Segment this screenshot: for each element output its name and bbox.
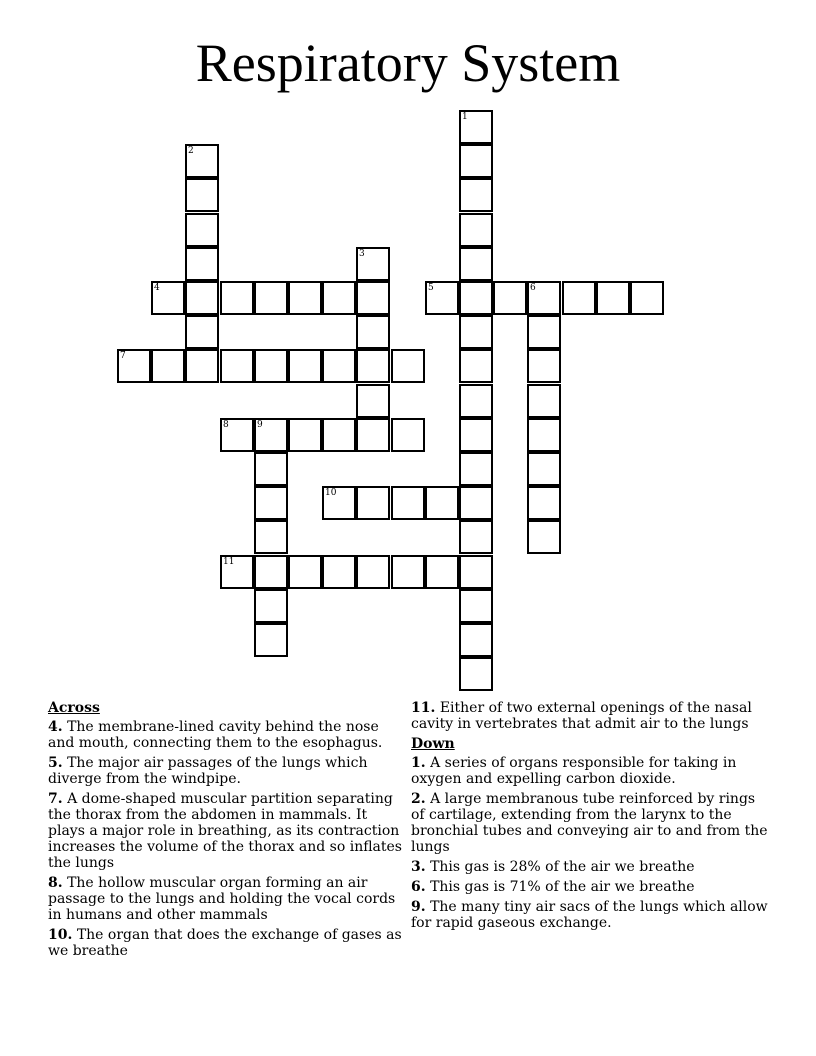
grid-cell[interactable] [151,349,185,383]
grid-cell[interactable] [356,555,390,589]
clue-number: 3. [411,859,426,875]
clue-number: 2. [411,791,426,807]
clue-number: 8. [48,875,63,891]
clue-number: 10. [48,927,73,943]
across-heading: Across [48,700,100,716]
grid-cell[interactable] [527,520,561,554]
grid-cell[interactable] [459,178,493,212]
page-title: Respiratory System [195,33,621,93]
clue-across-7 [48,791,408,871]
grid-cell[interactable] [254,520,288,554]
grid-cell[interactable] [391,349,425,383]
clue-down-6 [411,879,771,895]
grid-cell[interactable] [459,520,493,554]
clue-text: A large membranous tube reinforced by rings of cartilage, extending from the larynx to the bronchial tubes and conveying air to and from the lungs [411,791,768,855]
clue-text: Either of two external openings of the nasal cavity in vertebrates that admit air to the lungs [411,700,752,732]
grid-cell[interactable] [151,281,185,315]
clue-text: A series of organs responsible for taking in oxygen and expelling carbon dioxide. [411,755,737,787]
grid-cell[interactable] [562,281,596,315]
grid-cell[interactable] [459,452,493,486]
grid-cell[interactable] [459,315,493,349]
clues-column-left [48,700,408,963]
grid-cell[interactable] [322,349,356,383]
cell-number: 2 [188,146,194,156]
grid-cell[interactable] [356,315,390,349]
grid-cell[interactable] [630,281,664,315]
grid-cell[interactable] [356,486,390,520]
cell-number: 6 [530,283,536,293]
cell-number: 7 [120,351,126,361]
clue-text: This gas is 28% of the air we breathe [430,859,695,875]
clue-text: The hollow muscular organ forming an air passage to the lungs and holding the vocal cords in humans and other mammals [48,875,396,923]
cell-number: 4 [154,283,160,293]
grid-cell[interactable] [322,486,356,520]
grid-cell[interactable] [527,486,561,520]
grid-cell[interactable] [459,623,493,657]
clue-across-11 [411,700,771,732]
grid-cell[interactable] [185,315,219,349]
grid-cell[interactable] [493,281,527,315]
grid-cell[interactable] [459,384,493,418]
grid-cell[interactable] [288,349,322,383]
clue-text: The major air passages of the lungs which diverge from the windpipe. [48,755,368,787]
grid-cell[interactable] [254,555,288,589]
clue-down-2 [411,791,771,855]
grid-cell[interactable] [527,452,561,486]
grid-cell[interactable] [117,349,151,383]
grid-cell[interactable] [527,349,561,383]
grid-cell[interactable] [459,110,493,144]
cell-number: 11 [223,557,235,567]
grid-cell[interactable] [459,281,493,315]
grid-cell[interactable] [220,281,254,315]
grid-cell[interactable] [254,349,288,383]
grid-cell[interactable] [459,144,493,178]
grid-cell[interactable] [425,486,459,520]
grid-cell[interactable] [527,384,561,418]
grid-cell[interactable] [356,349,390,383]
clue-text: The organ that does the exchange of gases as we breathe [48,927,402,959]
grid-cell[interactable] [254,452,288,486]
grid-cell[interactable] [185,144,219,178]
grid-cell[interactable] [356,281,390,315]
clue-text: This gas is 71% of the air we breathe [430,879,695,895]
clue-number: 9. [411,899,426,915]
clue-across-8 [48,875,408,923]
grid-cell[interactable] [288,281,322,315]
grid-cell[interactable] [185,349,219,383]
grid-cell[interactable] [322,418,356,452]
grid-cell[interactable] [356,418,390,452]
clue-number: 4. [48,719,63,735]
grid-cell[interactable] [185,281,219,315]
clue-text: The membrane-lined cavity behind the nose and mouth, connecting them to the esophagus. [48,719,383,751]
clue-number: 7. [48,791,63,807]
grid-cell[interactable] [459,247,493,281]
grid-cell[interactable] [596,281,630,315]
grid-cell[interactable] [185,247,219,281]
clue-down-1 [411,755,771,787]
cell-number: 3 [359,249,365,259]
grid-cell[interactable] [425,281,459,315]
grid-cell[interactable] [288,555,322,589]
grid-cell[interactable] [322,555,356,589]
clue-across-4 [48,719,408,751]
grid-cell[interactable] [425,555,459,589]
clue-number: 5. [48,755,63,771]
grid-cell[interactable] [220,555,254,589]
grid-cell[interactable] [220,418,254,452]
cell-number: 8 [223,420,229,430]
grid-cell[interactable] [527,418,561,452]
clue-down-3 [411,859,771,875]
grid-cell[interactable] [459,555,493,589]
down-heading: Down [411,736,455,752]
clue-number: 1. [411,755,426,771]
grid-cell[interactable] [356,384,390,418]
grid-cell[interactable] [459,213,493,247]
grid-cell[interactable] [459,486,493,520]
clue-text: A dome-shaped muscular partition separating the thorax from the abdomen in mammals. It plays a major role in breathing, as its contraction increases the volume of the thorax and so inflates the lungs [48,791,402,871]
grid-cell[interactable] [459,418,493,452]
cell-number: 5 [428,283,434,293]
grid-cell[interactable] [527,281,561,315]
clues-column-right [411,700,771,935]
clue-across-5 [48,755,408,787]
clue-down-9 [411,899,771,931]
grid-cell[interactable] [356,247,390,281]
grid-cell[interactable] [220,349,254,383]
clue-text: The many tiny air sacs of the lungs which allow for rapid gaseous exchange. [411,899,768,931]
clue-number: 11. [411,700,436,716]
clue-across-10 [48,927,408,959]
grid-cell[interactable] [185,178,219,212]
grid-cell[interactable] [288,418,322,452]
grid-cell[interactable] [391,418,425,452]
grid-cell[interactable] [254,589,288,623]
grid-cell[interactable] [254,418,288,452]
cell-number: 1 [462,112,468,122]
grid-cell[interactable] [391,555,425,589]
grid-cell[interactable] [391,486,425,520]
grid-cell[interactable] [254,281,288,315]
grid-cell[interactable] [185,213,219,247]
grid-cell[interactable] [527,315,561,349]
cell-number: 9 [257,420,263,430]
grid-cell[interactable] [322,281,356,315]
clue-number: 6. [411,879,426,895]
grid-cell[interactable] [254,486,288,520]
grid-cell[interactable] [459,589,493,623]
cell-number: 10 [325,488,337,498]
grid-cell[interactable] [459,657,493,691]
grid-cell[interactable] [254,623,288,657]
grid-cell[interactable] [459,349,493,383]
